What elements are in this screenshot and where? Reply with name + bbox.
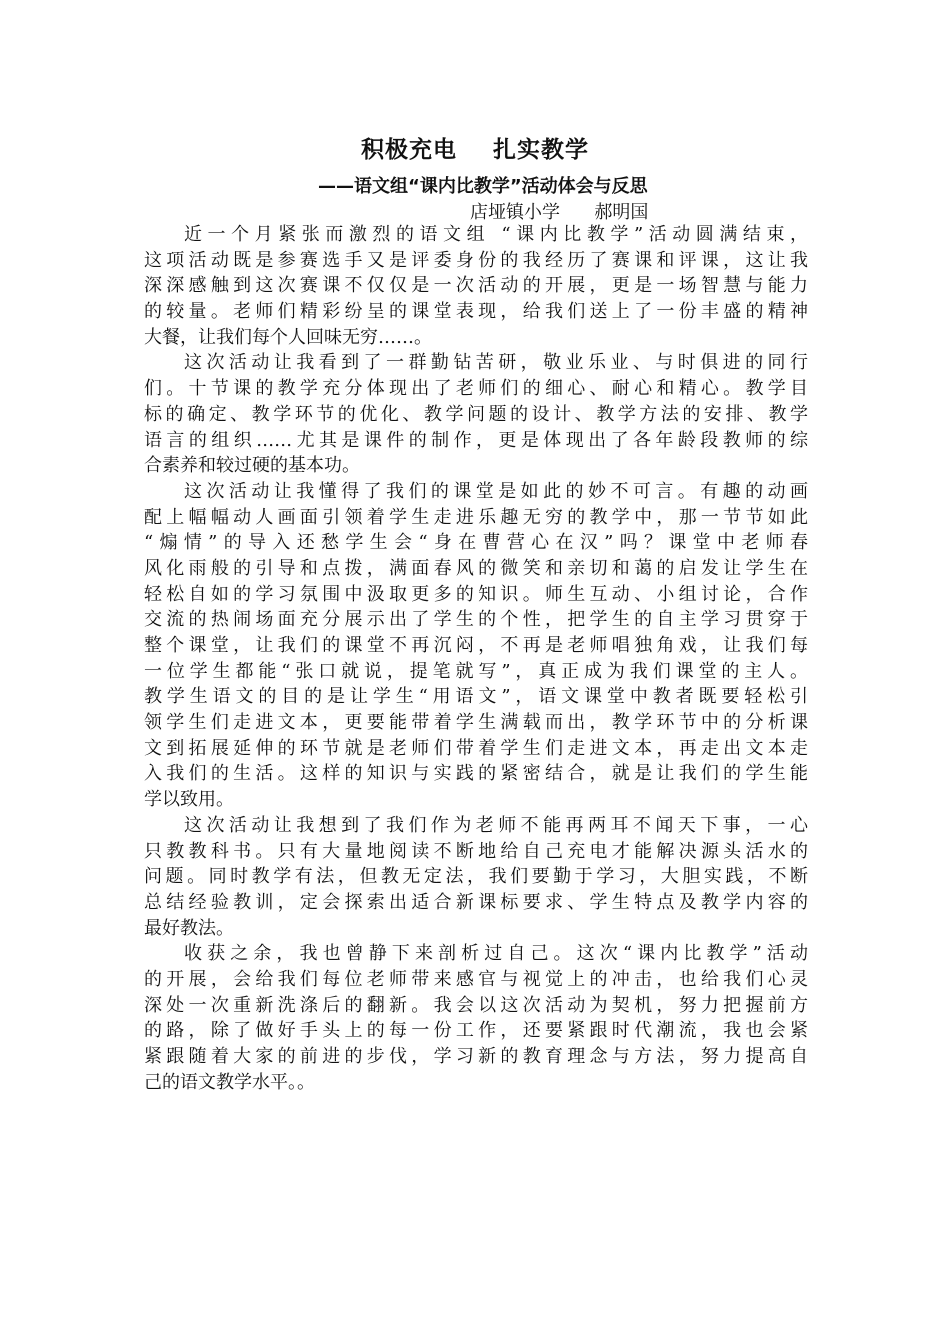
text-line: 的路，除了做好手头上的每一份工作，还要紧跟时代潮流，我也会紧 (144, 1020, 808, 1042)
text-line: 这次活动让我看到了一群勤钻苦研，敬业乐业、与时俱进的同行 (184, 352, 808, 374)
text-line: 的较量。老师们精彩纷呈的课堂表现，给我们送上了一份丰盛的精神 (144, 301, 808, 323)
text-line: 这次活动让我懂得了我们的课堂是如此的妙不可言。有趣的动画 (184, 480, 808, 502)
text-line: 一位学生都能“张口就说，提笔就写”，真正成为我们课堂的主人。 (144, 660, 808, 682)
text-line: 只教教科书。只有大量地阅读不断地给自己充电才能解决源头活水的 (144, 840, 808, 862)
document-subtitle: ——语文组“课内比教学”活动体会与反思 (318, 176, 648, 197)
text-line: 入我们的生活。这样的知识与实践的紧密结合，就是让我们的学生能 (144, 763, 808, 785)
document-author: 店垭镇小学 郝明国 (470, 202, 649, 223)
text-line: 学以致用。 (144, 789, 234, 811)
text-line: 深处一次重新洗涤后的翻新。我会以这次活动为契机，努力把握前方 (144, 994, 808, 1016)
text-line: 交流的热闹场面充分展示出了学生的个性，把学生的自主学习贯穿于 (144, 609, 808, 631)
text-line: 近一个月紧张而激烈的语文组 “课内比教学”活动圆满结束， (184, 224, 808, 245)
text-line: 风化雨般的引导和点拨，满面春风的微笑和亲切和蔼的启发让学生在 (144, 557, 808, 579)
text-line: 己的语文教学水平。。 (144, 1071, 315, 1093)
paragraph (144, 941, 808, 1095)
text-line: 配上幅幅动人画面引领着学生走进乐趣无穷的教学中，那一节节如此 (144, 506, 808, 528)
text-line: 领学生们走进文本，更要能带着学生满载而出，教学环节中的分析课 (144, 712, 808, 734)
paragraph (144, 479, 808, 813)
text-line: 问题。同时教学有法，但教无定法，我们要勤于学习，大胆实践，不断 (144, 866, 808, 888)
text-line: 教学生语文的目的是让学生“用语文”，语文课堂中教者既要轻松引 (144, 686, 808, 708)
paragraph (144, 350, 808, 478)
text-line: 大餐，让我们每个人回味无穷……。 (144, 326, 432, 348)
text-line: 的开展，会给我们每位老师带来感官与视觉上的冲击，也给我们心灵 (144, 968, 808, 990)
text-line: “煽情”的导入还愁学生会“身在曹营心在汉”吗？课堂中老师春 (144, 532, 808, 554)
text-line: 语言的组织……尤其是课件的制作，更是体现出了各年龄段教师的综 (144, 429, 808, 451)
document-body (144, 222, 808, 1095)
text-line: 紧跟随着大家的前进的步伐，学习新的教育理念与方法，努力提高自 (144, 1046, 808, 1067)
text-line: 文到拓展延伸的环节就是老师们带着学生们走进文本，再走出文本走 (144, 737, 808, 759)
text-line: 轻松自如的学习氛围中汲取更多的知识。师生互动、小组讨论，合作 (144, 583, 808, 605)
text-line: 们。十节课的教学充分体现出了老师们的细心、耐心和精心。教学目 (144, 378, 808, 400)
document-title: 积极充电 扎实教学 (360, 137, 590, 163)
text-line: 最好教法。 (144, 917, 234, 939)
text-line: 收获之余，我也曾静下来剖析过自己。这次“课内比教学”活动 (184, 943, 808, 965)
paragraph (144, 222, 808, 350)
text-line: 合素养和较过硬的基本功。 (144, 455, 360, 477)
text-line: 标的确定、教学环节的优化、教学问题的设计、教学方法的安排、教学 (144, 403, 808, 425)
text-line: 总结经验教训，定会探索出适合新课标要求、学生特点及教学内容的 (144, 891, 808, 913)
text-line: 整个课堂，让我们的课堂不再沉闷，不再是老师唱独角戏，让我们每 (144, 635, 808, 656)
text-line: 深深感触到这次赛课不仅仅是一次活动的开展，更是一场智慧与能力 (144, 275, 808, 297)
text-line: 这项活动既是参赛选手又是评委身份的我经历了赛课和评课，这让我 (144, 249, 808, 271)
paragraph (144, 813, 808, 941)
text-line: 这次活动让我想到了我们作为老师不能再两耳不闻天下事，一心 (184, 814, 808, 836)
